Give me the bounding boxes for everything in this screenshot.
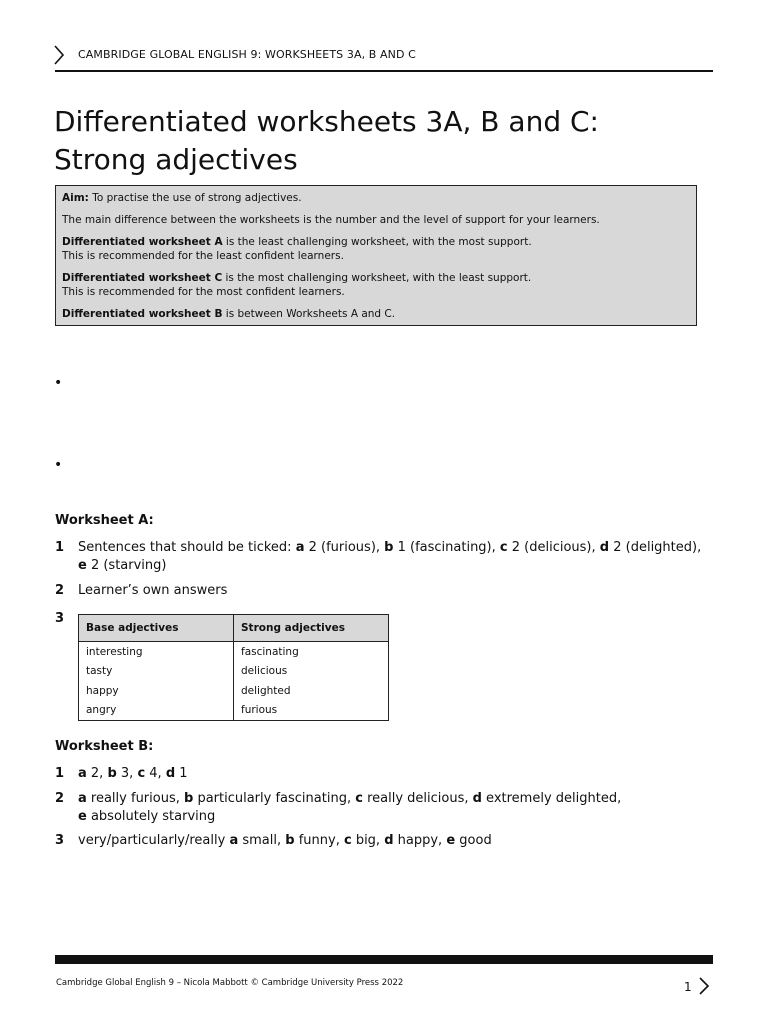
item-text: a 2, b 3, c 4, d 1 <box>78 766 188 781</box>
table-row <box>79 642 389 662</box>
item-number: 3 <box>55 611 65 626</box>
aim-line <box>62 191 690 205</box>
worksheet-b-item-1 <box>55 765 695 783</box>
table-cell: interesting <box>79 642 234 662</box>
table-row <box>79 662 389 682</box>
item-number: 2 <box>55 791 65 806</box>
worksheet-b-label: Differentiated worksheet B <box>62 308 223 320</box>
item-text-line-2: e absolutely starving <box>78 809 216 824</box>
worksheet-c-description <box>62 271 690 285</box>
aim-label: Aim: <box>62 192 89 204</box>
worksheet-a-recommendation: This is recommended for the least confident learners. <box>62 250 344 262</box>
page-title <box>54 103 599 179</box>
worksheet-a-description <box>62 235 690 249</box>
page-number: 1 <box>684 980 692 994</box>
item-text-line-1: a really furious, b particularly fascinating, c really delicious, d extremely delighted, <box>78 791 622 806</box>
table-header-strong: Strong adjectives <box>234 615 389 642</box>
table-header-base: Base adjectives <box>79 615 234 642</box>
worksheet-a-text: is the least challenging worksheet, with the most support. <box>222 236 532 248</box>
item-number: 1 <box>55 540 65 555</box>
worksheet-c-recommendation: This is recommended for the most confident learners. <box>62 286 345 298</box>
worksheet-c-text: is the most challenging worksheet, with the least support. <box>222 272 532 284</box>
table-cell: delicious <box>234 662 389 682</box>
footer-bar <box>55 955 713 964</box>
footer-credit: Cambridge Global English 9 – Nicola Mabbott © Cambridge University Press 2022 <box>56 978 404 988</box>
running-header: CAMBRIDGE GLOBAL ENGLISH 9: WORKSHEETS 3A, B AND C <box>78 48 416 61</box>
worksheet-b-item-2 <box>55 790 695 826</box>
next-page-chevron-icon[interactable] <box>698 976 710 996</box>
worksheet-a-item-1 <box>55 539 702 575</box>
aim-text: To practise the use of strong adjectives. <box>88 192 302 204</box>
table-row <box>79 681 389 701</box>
worksheet-a-label: Differentiated worksheet A <box>62 236 223 248</box>
item-text: Learner’s own answers <box>78 583 228 598</box>
item-text-line-1: Sentences that should be ticked: a 2 (furious), b 1 (fascinating), c 2 (delicious), d 2 (delighted), <box>78 540 702 555</box>
table-cell: angry <box>79 701 234 721</box>
table-cell: furious <box>234 701 389 721</box>
item-number: 2 <box>55 583 65 598</box>
worksheet-b-heading: Worksheet B: <box>55 739 154 754</box>
table-row <box>79 701 389 721</box>
adjectives-table <box>78 614 389 721</box>
table-cell: tasty <box>79 662 234 682</box>
table-cell: fascinating <box>234 642 389 662</box>
worksheet-c-label: Differentiated worksheet C <box>62 272 223 284</box>
worksheet-a-item-2 <box>55 582 695 600</box>
item-text: very/particularly/really a small, b funny, c big, d happy, e good <box>78 833 492 848</box>
worksheet-b-item-3 <box>55 832 695 850</box>
table-header-row <box>79 615 389 642</box>
table-cell: delighted <box>234 681 389 701</box>
worksheet-b-text: is between Worksheets A and C. <box>222 308 396 320</box>
item-number: 1 <box>55 766 65 781</box>
worksheet-a-item-3 <box>55 610 75 628</box>
worksheet-b-description <box>62 307 690 321</box>
header-divider <box>55 70 713 72</box>
item-text-line-2: e 2 (starving) <box>78 558 167 573</box>
main-difference-text: The main difference between the worksheets is the number and the level of support for your learners. <box>62 214 600 226</box>
table-cell: happy <box>79 681 234 701</box>
item-number: 3 <box>55 833 65 848</box>
page-title-line-2: Strong adjectives <box>54 143 298 176</box>
worksheet-a-heading: Worksheet A: <box>55 513 154 528</box>
bullet-2: • <box>54 457 63 473</box>
aim-box <box>55 185 697 326</box>
page-title-line-1: Differentiated worksheets 3A, B and C: <box>54 105 599 138</box>
bullet-1: • <box>54 375 63 391</box>
chevron-right-icon <box>52 44 66 66</box>
